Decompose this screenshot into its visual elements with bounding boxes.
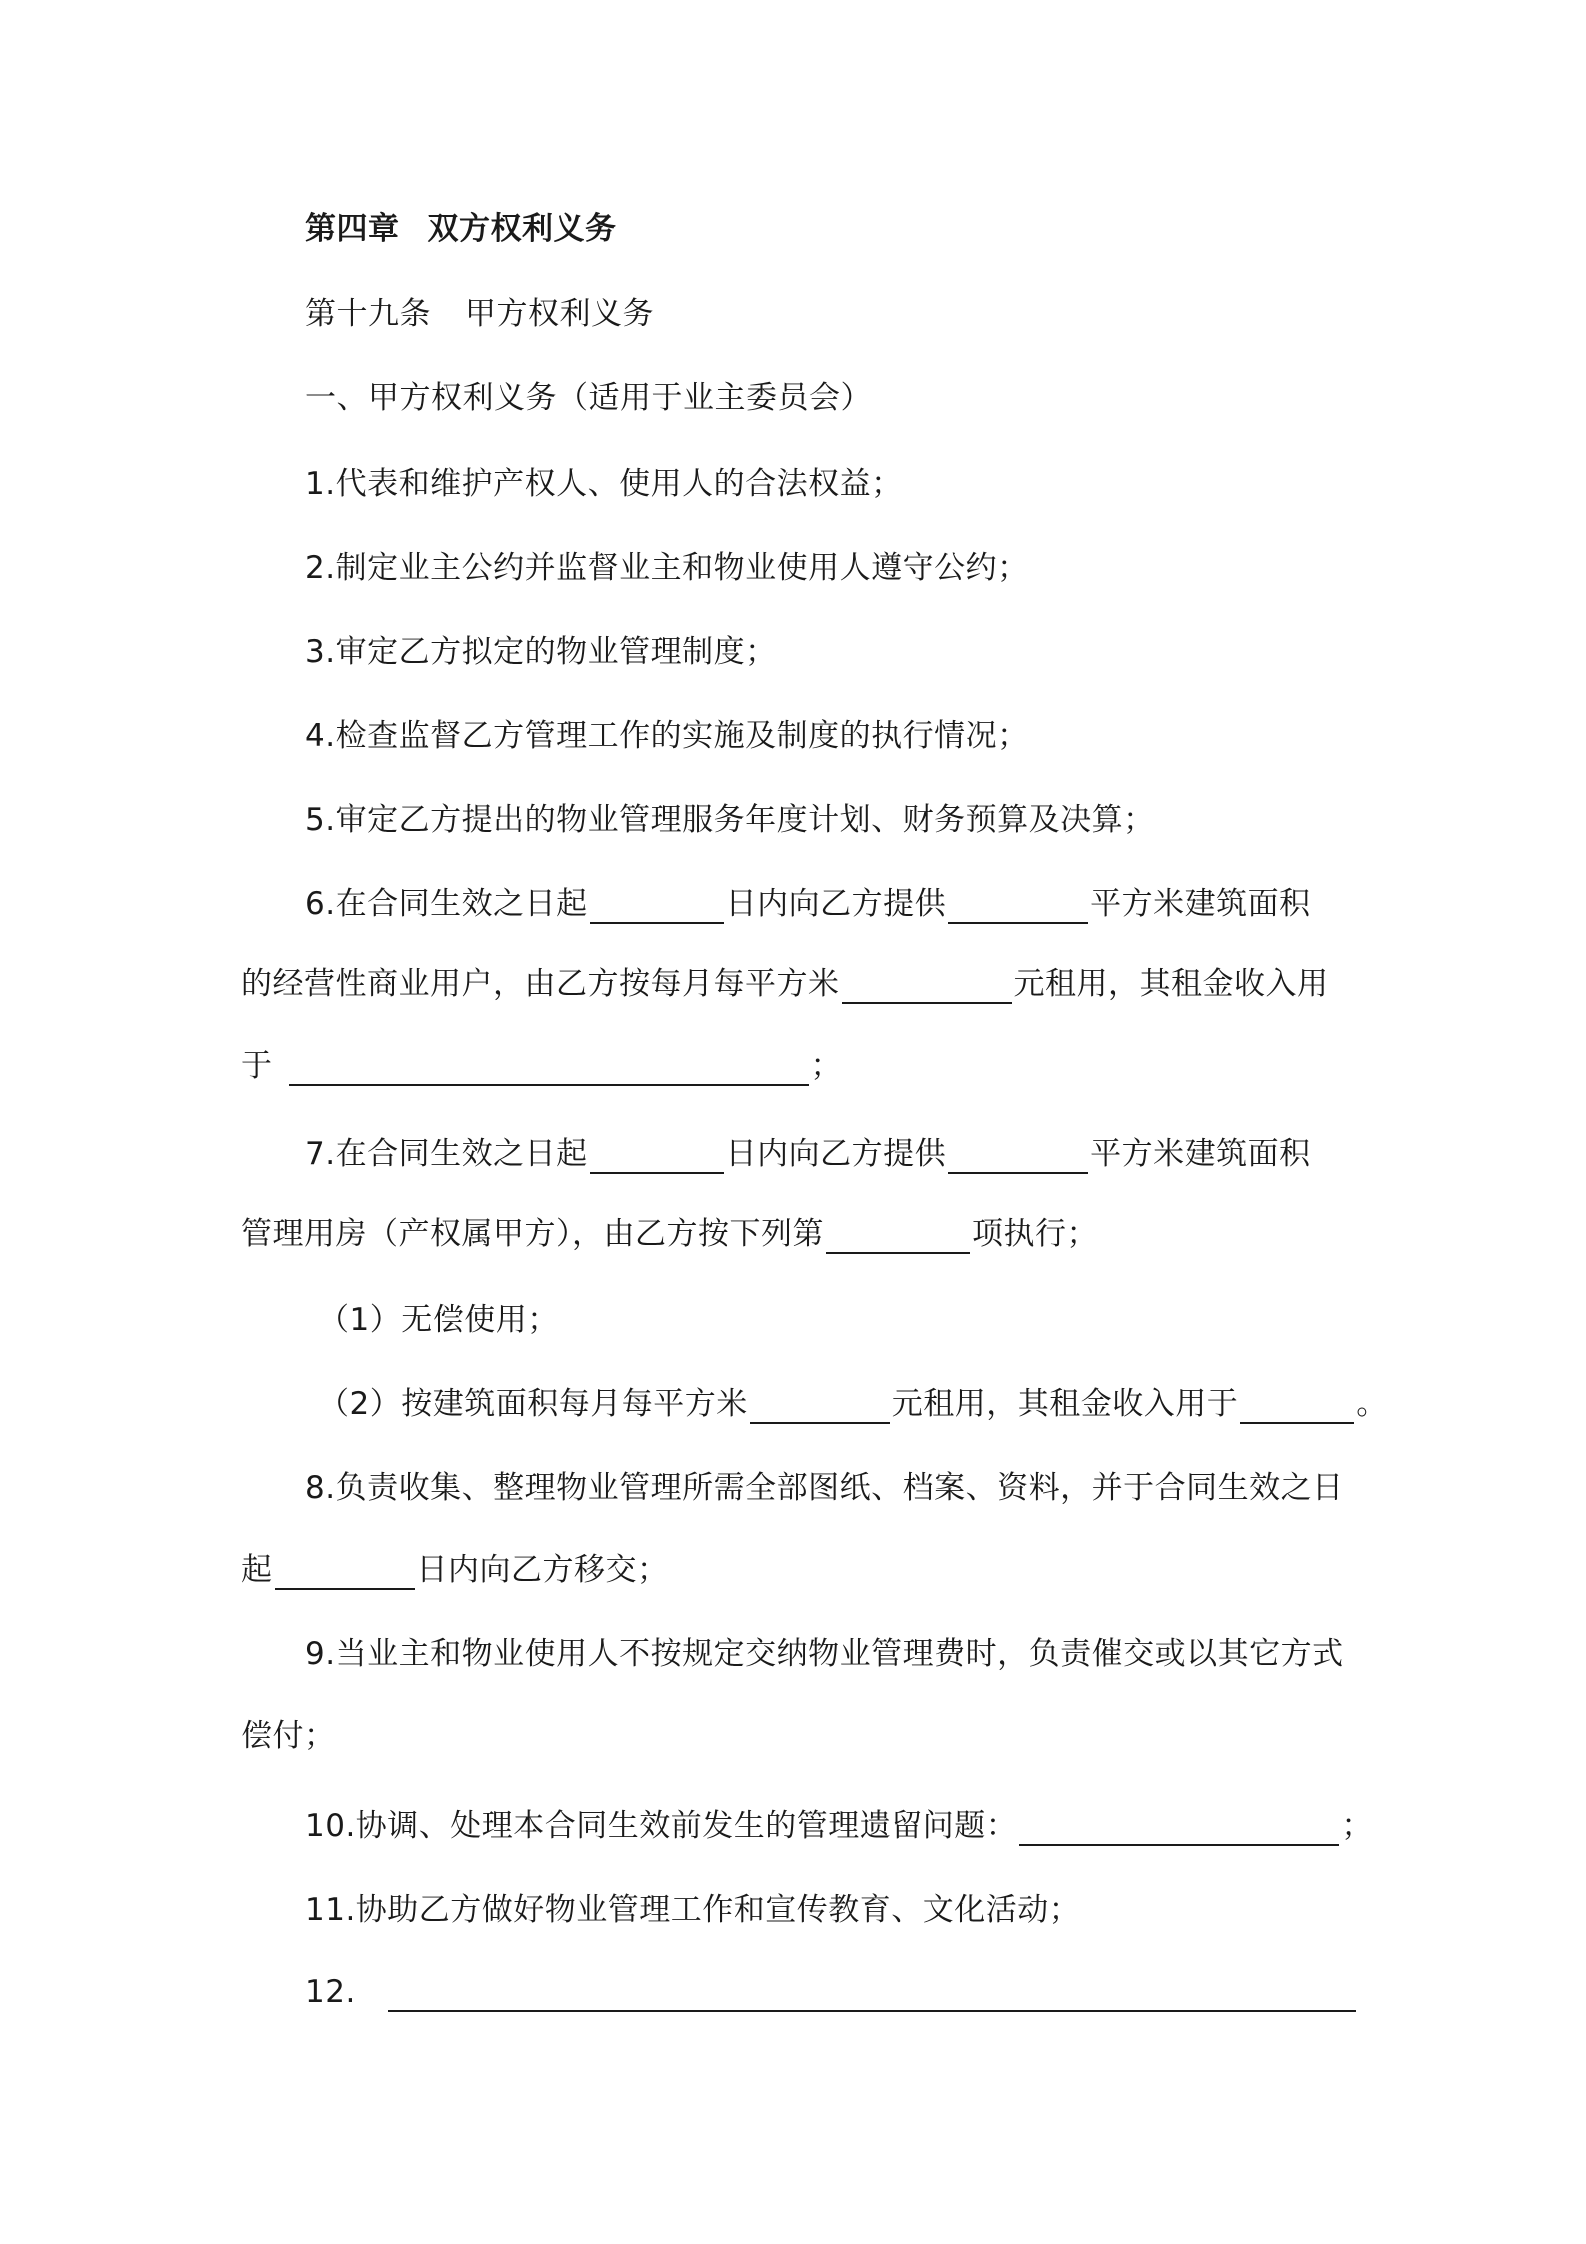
- item-text: 元租用，其租金收入用: [1013, 966, 1329, 1002]
- list-item: 8.负责收集、整理物业管理所需全部图纸、档案、资料，并于合同生效之日: [305, 1470, 1344, 1506]
- list-item-continuation: [241, 964, 1359, 1004]
- list-item: [305, 1972, 1359, 2012]
- item-text: 起: [241, 1552, 273, 1588]
- list-item-continuation: [241, 1550, 1359, 1590]
- item-text: ；: [810, 1048, 842, 1084]
- sub-option: [318, 1384, 1388, 1424]
- list-item: [305, 1134, 1359, 1174]
- list-item: 5.审定乙方提出的物业管理服务年度计划、财务预算及决算；: [305, 802, 1155, 838]
- item-text: 日内向乙方提供: [725, 1136, 947, 1172]
- list-item: 1.代表和维护产权人、使用人的合法权益；: [305, 466, 903, 502]
- item-text: 6.在合同生效之日起: [305, 886, 588, 922]
- item-text: 日内向乙方提供: [725, 886, 947, 922]
- item-text: （2）按建筑面积每月每平方米: [318, 1386, 748, 1422]
- item-text: 12.: [305, 1974, 356, 2010]
- section-heading: 一、甲方权利义务（适用于业主委员会）: [305, 380, 872, 416]
- list-item: [305, 884, 1359, 924]
- item-text: 。: [1356, 1386, 1388, 1422]
- chapter-title: 双方权利义务: [427, 211, 617, 247]
- fill-blank[interactable]: [1240, 1388, 1354, 1424]
- item-text: 元租用，其租金收入用于: [891, 1386, 1239, 1422]
- fill-blank[interactable]: [590, 888, 724, 924]
- fill-blank[interactable]: [948, 888, 1088, 924]
- fill-blank[interactable]: [948, 1138, 1088, 1174]
- article-number: 第十九条: [305, 296, 431, 332]
- article-title: 甲方权利义务: [465, 296, 654, 332]
- list-item: 3.审定乙方拟定的物业管理制度；: [305, 634, 777, 670]
- item-text: 7.在合同生效之日起: [305, 1136, 588, 1172]
- item-text: 的经营性商业用户，由乙方按每月每平方米: [241, 966, 840, 1002]
- item-text: 项执行；: [972, 1216, 1098, 1252]
- fill-blank[interactable]: [289, 1050, 809, 1086]
- fill-blank[interactable]: [590, 1138, 724, 1174]
- list-item-continuation: [241, 1046, 1359, 1086]
- item-text: 于: [241, 1048, 273, 1084]
- sub-option: （1）无偿使用；: [318, 1302, 559, 1338]
- article-heading: [305, 294, 1359, 334]
- item-text: 10.协调、处理本合同生效前发生的管理遗留问题：: [305, 1808, 1018, 1844]
- fill-blank[interactable]: [1019, 1810, 1339, 1846]
- list-item: [305, 1806, 1373, 1846]
- fill-blank[interactable]: [388, 1976, 1356, 2012]
- fill-blank[interactable]: [842, 968, 1012, 1004]
- item-text: 日内向乙方移交；: [416, 1552, 669, 1588]
- chapter-heading: [305, 209, 1359, 249]
- item-text: 平方米建筑面积: [1090, 1136, 1311, 1172]
- fill-blank[interactable]: [275, 1554, 415, 1590]
- list-item: 4.检查监督乙方管理工作的实施及制度的执行情况；: [305, 718, 1029, 754]
- list-item: 11.协助乙方做好物业管理工作和宣传教育、文化活动；: [305, 1892, 1081, 1928]
- fill-blank[interactable]: [826, 1218, 970, 1254]
- item-text: ；: [1341, 1808, 1373, 1844]
- chapter-number: 第四章: [305, 211, 400, 247]
- fill-blank[interactable]: [750, 1388, 890, 1424]
- list-item: 2.制定业主公约并监督业主和物业使用人遵守公约；: [305, 550, 1029, 586]
- list-item-continuation: [241, 1214, 1359, 1254]
- list-item: 9.当业主和物业使用人不按规定交纳物业管理费时，负责催交或以其它方式: [305, 1636, 1344, 1672]
- list-item-continuation: 偿付；: [241, 1718, 336, 1754]
- item-text: 平方米建筑面积: [1090, 886, 1311, 922]
- item-text: 管理用房（产权属甲方），由乙方按下列第: [241, 1216, 824, 1252]
